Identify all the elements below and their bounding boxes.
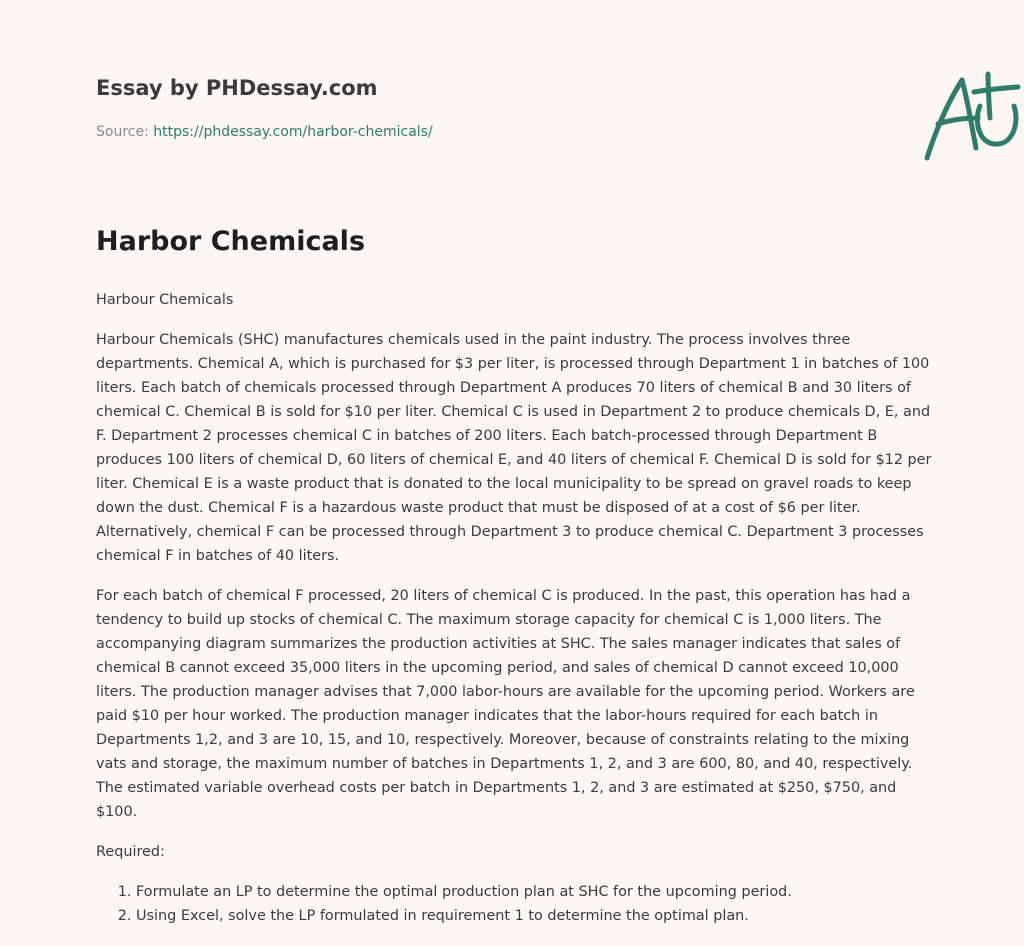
list-item: 2. Using Excel, solve the LP formulated in requirement 1 to determine the optimal plan.: [136, 904, 936, 928]
a-plus-logo-icon: [922, 68, 1024, 164]
required-label: Required:: [96, 844, 165, 860]
paragraph: Harbour Chemicals (SHC) manufactures chemicals used in the paint industry. The process involves three departments. Chemical A, which is purchased for $3 per liter, is processed through Department 1 in batches of 100 liters. Each batch of chemicals processed through Department A produces 70 liters of chemical B and 30 liters of chemical C. Chemical B is sold for $10 per liter. Chemical C is used in Department 2 to produce chemicals D, E, and F. Department 2 processes chemical C in batches of 200 liters. Each batch-processed through Department B produces 100 liters of chemical D, 60 liters of chemical E, and 40 liters of chemical F. Chemical D is sold for $12 per liter. Chemical E is a waste product that is donated to the local municipality to be spread on gravel roads to keep down the dust. Chemical F is a hazardous waste product that must be disposed of at a cost of $6 per liter. Alternatively, chemical F can be processed through Department 3 to produce chemical C. Department 3 processes chemical F in batches of 40 liters.: [96, 332, 932, 564]
article-body: [96, 288, 936, 928]
article-subtitle: Harbour Chemicals: [96, 292, 234, 308]
requirements-list: [96, 880, 936, 928]
source-line: [96, 124, 433, 140]
source-label: Source:: [96, 124, 154, 140]
brand-title: Essay by PHDessay.com: [96, 76, 378, 100]
source-link[interactable]: https://phdessay.com/harbor-chemicals/: [153, 124, 433, 140]
paragraph: For each batch of chemical F processed, 20 liters of chemical C is produced. In the past, this operation has had a tendency to build up stocks of chemical C. The maximum storage capacity for chemical C is 1,000 liters. The accompanying diagram summarizes the production activities at SHC. The sales manager indicates that sales of chemical B cannot exceed 35,000 liters in the upcoming period, and sales of chemical D cannot exceed 10,000 liters. The production manager advises that 7,000 labor-hours are available for the upcoming period. Workers are paid $10 per hour worked. The production manager indicates that the labor-hours required for each batch in Departments 1,2, and 3 are 10, 15, and 10, respectively. Moreover, because of constraints relating to the mixing vats and storage, the maximum number of batches in Departments 1, 2, and 3 are 600, 80, and 40, respectively. The estimated variable overhead costs per batch in Departments 1, 2, and 3 are estimated at $250, $750, and $100.: [96, 588, 915, 820]
article-title: Harbor Chemicals: [96, 226, 366, 257]
list-item: 1. Formulate an LP to determine the optimal production plan at SHC for the upcoming period.: [136, 880, 936, 904]
